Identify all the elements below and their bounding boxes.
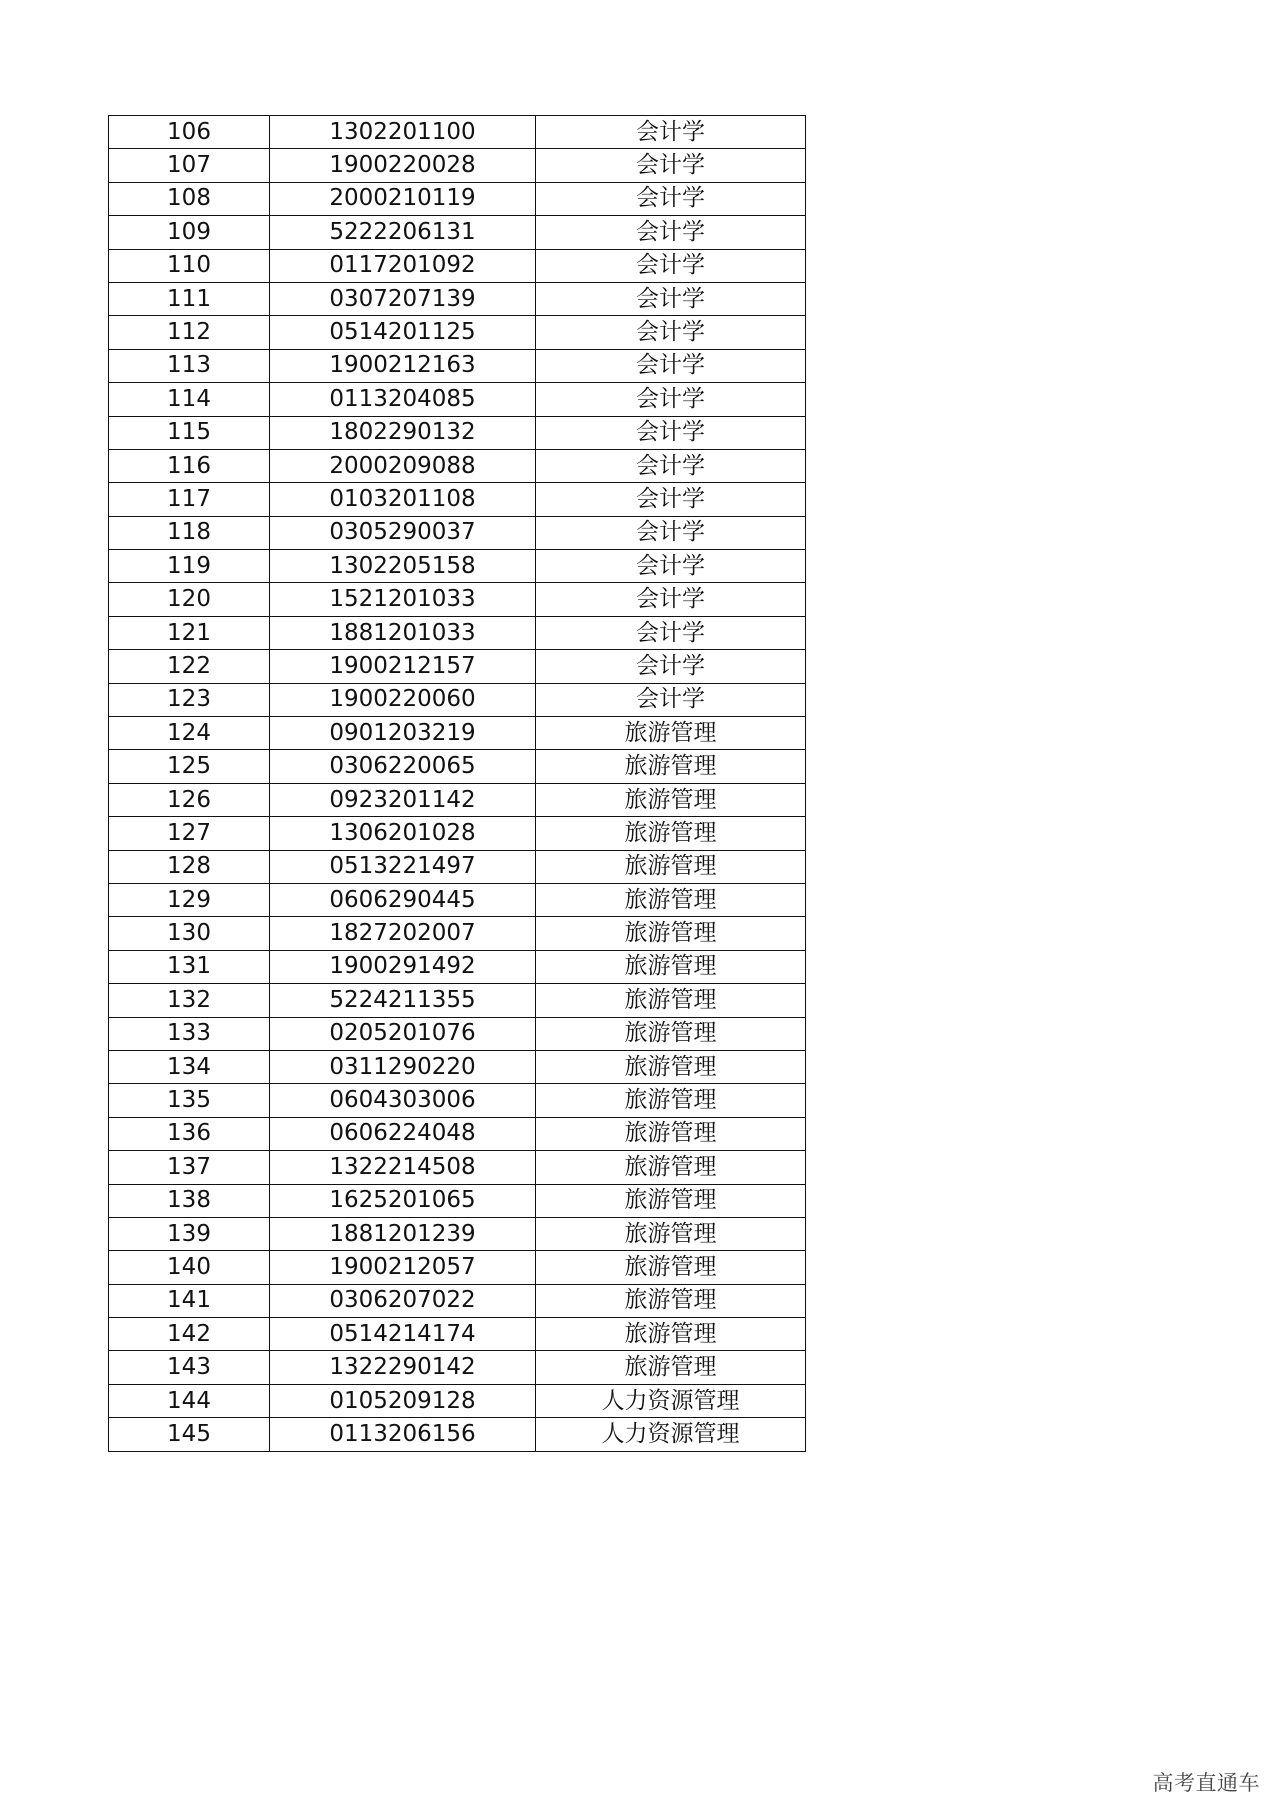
table-row — [109, 249, 806, 282]
seq-cell: 132 — [109, 984, 270, 1017]
seq-cell: 126 — [109, 783, 270, 816]
candidate-id-cell: 0514201125 — [270, 316, 536, 349]
candidate-id-cell: 0105209128 — [270, 1384, 536, 1417]
major-cell: 会计学 — [536, 616, 806, 649]
watermark-text: 高考直通车 — [1152, 1771, 1260, 1795]
seq-cell: 142 — [109, 1318, 270, 1351]
major-cell: 旅游管理 — [536, 850, 806, 883]
seq-cell: 121 — [109, 616, 270, 649]
seq-cell: 136 — [109, 1117, 270, 1150]
seq-cell: 128 — [109, 850, 270, 883]
major-cell: 旅游管理 — [536, 1084, 806, 1117]
seq-cell: 138 — [109, 1184, 270, 1217]
table-row — [109, 1318, 806, 1351]
table-row — [109, 1217, 806, 1250]
major-cell: 会计学 — [536, 650, 806, 683]
candidate-id-cell: 0205201076 — [270, 1017, 536, 1050]
major-cell: 旅游管理 — [536, 717, 806, 750]
candidate-id-cell: 1900212163 — [270, 349, 536, 382]
table-row — [109, 616, 806, 649]
seq-cell: 143 — [109, 1351, 270, 1384]
candidate-id-cell: 1802290132 — [270, 416, 536, 449]
seq-cell: 107 — [109, 149, 270, 182]
major-cell: 旅游管理 — [536, 750, 806, 783]
table-row — [109, 1251, 806, 1284]
candidate-id-cell: 0311290220 — [270, 1050, 536, 1083]
candidate-id-cell: 0305290037 — [270, 516, 536, 549]
major-cell: 会计学 — [536, 583, 806, 616]
candidate-id-cell: 0117201092 — [270, 249, 536, 282]
seq-cell: 134 — [109, 1050, 270, 1083]
major-cell: 旅游管理 — [536, 883, 806, 916]
table-row — [109, 149, 806, 182]
candidate-id-cell: 1302201100 — [270, 116, 536, 149]
major-cell: 人力资源管理 — [536, 1384, 806, 1417]
candidate-id-cell: 2000210119 — [270, 182, 536, 215]
table-row — [109, 984, 806, 1017]
seq-cell: 122 — [109, 650, 270, 683]
candidate-id-cell: 0606224048 — [270, 1117, 536, 1150]
major-cell: 会计学 — [536, 416, 806, 449]
candidate-id-cell: 1625201065 — [270, 1184, 536, 1217]
table-row — [109, 550, 806, 583]
seq-cell: 112 — [109, 316, 270, 349]
major-cell: 会计学 — [536, 550, 806, 583]
major-cell: 人力资源管理 — [536, 1418, 806, 1451]
table-row — [109, 182, 806, 215]
table-row — [109, 1351, 806, 1384]
candidate-id-cell: 1900212157 — [270, 650, 536, 683]
candidate-id-cell: 0103201108 — [270, 483, 536, 516]
candidate-id-cell: 1900220028 — [270, 149, 536, 182]
seq-cell: 106 — [109, 116, 270, 149]
seq-cell: 131 — [109, 950, 270, 983]
candidate-id-cell: 5224211355 — [270, 984, 536, 1017]
major-cell: 旅游管理 — [536, 1117, 806, 1150]
major-cell: 旅游管理 — [536, 783, 806, 816]
major-cell: 旅游管理 — [536, 1251, 806, 1284]
major-cell: 会计学 — [536, 116, 806, 149]
candidate-id-cell: 0513221497 — [270, 850, 536, 883]
table-row — [109, 383, 806, 416]
seq-cell: 133 — [109, 1017, 270, 1050]
table-row — [109, 1084, 806, 1117]
table-body — [109, 116, 806, 1452]
candidate-id-cell: 1521201033 — [270, 583, 536, 616]
seq-cell: 109 — [109, 216, 270, 249]
major-cell: 会计学 — [536, 383, 806, 416]
seq-cell: 114 — [109, 383, 270, 416]
candidate-id-cell: 1322290142 — [270, 1351, 536, 1384]
table-row — [109, 783, 806, 816]
seq-cell: 125 — [109, 750, 270, 783]
candidate-id-cell: 1322214508 — [270, 1151, 536, 1184]
major-cell: 旅游管理 — [536, 1318, 806, 1351]
table-row — [109, 750, 806, 783]
seq-cell: 135 — [109, 1084, 270, 1117]
seq-cell: 116 — [109, 449, 270, 482]
table-row — [109, 1284, 806, 1317]
table-row — [109, 883, 806, 916]
table-row — [109, 516, 806, 549]
table-row — [109, 1418, 806, 1451]
table-row — [109, 650, 806, 683]
candidate-id-cell: 0306220065 — [270, 750, 536, 783]
seq-cell: 117 — [109, 483, 270, 516]
major-cell: 会计学 — [536, 282, 806, 315]
major-cell: 会计学 — [536, 516, 806, 549]
candidate-id-cell: 0901203219 — [270, 717, 536, 750]
major-cell: 旅游管理 — [536, 1351, 806, 1384]
candidate-id-cell: 1900220060 — [270, 683, 536, 716]
table-row — [109, 116, 806, 149]
table-row — [109, 282, 806, 315]
candidate-id-cell: 0113206156 — [270, 1418, 536, 1451]
major-cell: 会计学 — [536, 683, 806, 716]
major-cell: 会计学 — [536, 249, 806, 282]
table-row — [109, 216, 806, 249]
table-row — [109, 1384, 806, 1417]
seq-cell: 141 — [109, 1284, 270, 1317]
table-row — [109, 349, 806, 382]
seq-cell: 137 — [109, 1151, 270, 1184]
major-cell: 会计学 — [536, 182, 806, 215]
major-cell: 会计学 — [536, 316, 806, 349]
table-row — [109, 1151, 806, 1184]
candidate-id-cell: 1900291492 — [270, 950, 536, 983]
seq-cell: 123 — [109, 683, 270, 716]
major-cell: 会计学 — [536, 349, 806, 382]
major-cell: 旅游管理 — [536, 1184, 806, 1217]
major-cell: 会计学 — [536, 149, 806, 182]
table-row — [109, 717, 806, 750]
candidate-id-cell: 0307207139 — [270, 282, 536, 315]
seq-cell: 127 — [109, 817, 270, 850]
seq-cell: 140 — [109, 1251, 270, 1284]
admission-list-table — [108, 115, 806, 1452]
seq-cell: 111 — [109, 282, 270, 315]
major-cell: 会计学 — [536, 483, 806, 516]
table-row — [109, 950, 806, 983]
seq-cell: 118 — [109, 516, 270, 549]
table-row — [109, 917, 806, 950]
table-row — [109, 449, 806, 482]
candidate-id-cell: 1881201239 — [270, 1217, 536, 1250]
major-cell: 旅游管理 — [536, 1151, 806, 1184]
table-row — [109, 1117, 806, 1150]
major-cell: 旅游管理 — [536, 1050, 806, 1083]
major-cell: 旅游管理 — [536, 1284, 806, 1317]
major-cell: 旅游管理 — [536, 1017, 806, 1050]
table-row — [109, 1050, 806, 1083]
table-row — [109, 850, 806, 883]
major-cell: 会计学 — [536, 216, 806, 249]
seq-cell: 113 — [109, 349, 270, 382]
candidate-id-cell: 0514214174 — [270, 1318, 536, 1351]
major-cell: 旅游管理 — [536, 817, 806, 850]
major-cell: 旅游管理 — [536, 984, 806, 1017]
candidate-id-cell: 1302205158 — [270, 550, 536, 583]
seq-cell: 110 — [109, 249, 270, 282]
table-row — [109, 316, 806, 349]
candidate-id-cell: 2000209088 — [270, 449, 536, 482]
table-row — [109, 416, 806, 449]
candidate-id-cell: 1900212057 — [270, 1251, 536, 1284]
seq-cell: 130 — [109, 917, 270, 950]
major-cell: 旅游管理 — [536, 950, 806, 983]
table-row — [109, 1017, 806, 1050]
candidate-id-cell: 0923201142 — [270, 783, 536, 816]
seq-cell: 129 — [109, 883, 270, 916]
major-cell: 旅游管理 — [536, 917, 806, 950]
candidate-id-cell: 1306201028 — [270, 817, 536, 850]
seq-cell: 119 — [109, 550, 270, 583]
seq-cell: 124 — [109, 717, 270, 750]
candidate-id-cell: 0113204085 — [270, 383, 536, 416]
table-row — [109, 1184, 806, 1217]
candidate-id-cell: 0306207022 — [270, 1284, 536, 1317]
table-row — [109, 483, 806, 516]
seq-cell: 115 — [109, 416, 270, 449]
seq-cell: 139 — [109, 1217, 270, 1250]
seq-cell: 144 — [109, 1384, 270, 1417]
candidate-id-cell: 1827202007 — [270, 917, 536, 950]
seq-cell: 145 — [109, 1418, 270, 1451]
major-cell: 旅游管理 — [536, 1217, 806, 1250]
major-cell: 会计学 — [536, 449, 806, 482]
table-row — [109, 683, 806, 716]
seq-cell: 120 — [109, 583, 270, 616]
candidate-id-cell: 0606290445 — [270, 883, 536, 916]
candidate-id-cell: 5222206131 — [270, 216, 536, 249]
table-row — [109, 817, 806, 850]
seq-cell: 108 — [109, 182, 270, 215]
candidate-id-cell: 0604303006 — [270, 1084, 536, 1117]
table-row — [109, 583, 806, 616]
candidate-id-cell: 1881201033 — [270, 616, 536, 649]
